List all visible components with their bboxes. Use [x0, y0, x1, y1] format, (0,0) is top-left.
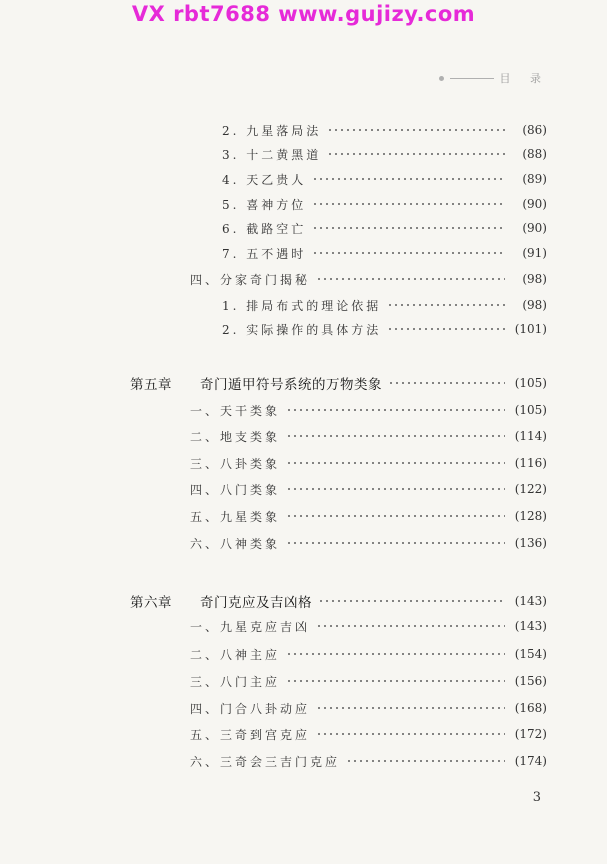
watermark-text: VX rbt7688 www.gujizy.com — [131, 2, 476, 26]
toc-dot-leader — [327, 129, 505, 131]
toc-dot-leader — [312, 227, 505, 229]
toc-entry-label: 3. 十二黄黑道 — [222, 147, 322, 162]
toc-entry-label: 六、八神类象 — [190, 536, 281, 551]
toc-entry-label: 一、天干类象 — [190, 403, 281, 418]
toc-entry-label: 三、八卦类象 — [190, 456, 281, 471]
toc-dot-leader — [346, 760, 505, 762]
toc-entry-label: 二、八神主应 — [190, 647, 281, 662]
toc-entry[interactable] — [190, 270, 547, 288]
page-number: 3 — [532, 790, 541, 805]
toc-entry[interactable] — [190, 645, 547, 663]
toc-dot-leader — [327, 153, 505, 155]
toc-entry-page: (143) — [514, 619, 547, 633]
toc-entry[interactable] — [222, 170, 547, 188]
toc-entry-page: (90) — [522, 221, 547, 235]
toc-entry-page: (89) — [522, 172, 547, 186]
toc-entry[interactable] — [190, 725, 547, 743]
toc-entry-label: 7. 五不遇时 — [222, 246, 307, 261]
toc-chapter-entry[interactable] — [130, 592, 547, 610]
toc-entry-label: 一、九星克应吉凶 — [190, 619, 311, 634]
toc-entry-page: (122) — [514, 482, 547, 496]
toc-dot-leader — [316, 707, 505, 709]
toc-dot-leader — [312, 203, 505, 205]
toc-dot-leader — [286, 462, 505, 464]
toc-chapter-number: 第五章 — [130, 377, 172, 393]
toc-dot-leader — [387, 304, 505, 306]
toc-dot-leader — [286, 542, 505, 544]
toc-entry-page: (128) — [514, 509, 547, 523]
toc-dot-leader — [286, 653, 505, 655]
toc-entry-label: 六、三奇会三吉门克应 — [190, 754, 341, 769]
toc-entry-page: (101) — [514, 322, 547, 336]
toc-entry-label: 4. 天乙贵人 — [222, 172, 307, 187]
toc-entry[interactable] — [190, 752, 547, 770]
toc-entry[interactable] — [190, 401, 547, 419]
toc-entry[interactable] — [190, 672, 547, 690]
toc-entry-page: (116) — [514, 456, 547, 470]
toc-entry[interactable] — [190, 507, 547, 525]
toc-entry[interactable] — [222, 145, 547, 163]
toc-dot-leader — [312, 178, 505, 180]
toc-entry[interactable] — [222, 219, 547, 237]
toc-dot-leader — [286, 680, 505, 682]
toc-entry-label: 五、九星类象 — [190, 509, 281, 524]
toc-entry-label: 2. 九星落局法 — [222, 123, 322, 138]
toc-entry-label: 5. 喜神方位 — [222, 197, 307, 212]
toc-entry-label: 四、分家奇门揭秘 — [190, 272, 311, 287]
toc-entry-page: (98) — [522, 298, 547, 312]
toc-entry-page: (174) — [514, 754, 547, 768]
header-title: 目 录 — [499, 72, 549, 85]
toc-entry-page: (143) — [514, 594, 547, 608]
toc-dot-leader — [286, 515, 505, 517]
toc-entry[interactable] — [190, 427, 547, 445]
toc-dot-leader — [387, 328, 505, 330]
toc-dot-leader — [312, 252, 505, 254]
toc-entry[interactable] — [222, 121, 547, 139]
toc-entry-page: (105) — [514, 376, 547, 390]
toc-entry-page: (105) — [514, 403, 547, 417]
toc-entry-label: 五、三奇到宫克应 — [190, 727, 311, 742]
toc-entry-page: (154) — [514, 647, 547, 661]
toc-entry-page: (156) — [514, 674, 547, 688]
toc-entry-page: (90) — [522, 197, 547, 211]
toc-entry[interactable] — [222, 296, 547, 314]
toc-dot-leader — [316, 733, 505, 735]
toc-entry-label: 1. 排局布式的理论依据 — [222, 298, 382, 313]
toc-entry-label: 三、八门主应 — [190, 674, 281, 689]
toc-entry-label: 6. 截路空亡 — [222, 221, 307, 236]
toc-entry[interactable] — [222, 195, 547, 213]
toc-entry[interactable] — [222, 244, 547, 262]
toc-chapter-entry[interactable] — [130, 374, 547, 392]
toc-entry[interactable] — [190, 480, 547, 498]
toc-entry-page: (98) — [522, 272, 547, 286]
toc-chapter-number: 第六章 — [130, 595, 172, 611]
toc-dot-leader — [286, 488, 505, 490]
toc-entry[interactable] — [190, 534, 547, 552]
toc-entry-label: 奇门遁甲符号系统的万物类象 — [200, 377, 382, 393]
toc-entry-label: 2. 实际操作的具体方法 — [222, 322, 382, 337]
toc-entry-page: (114) — [514, 429, 547, 443]
toc-entry-label: 二、地支类象 — [190, 429, 281, 444]
toc-entry-page: (136) — [514, 536, 547, 550]
toc-entry-page: (91) — [522, 246, 547, 260]
toc-dot-leader — [316, 625, 505, 627]
toc-entry-page: (88) — [522, 147, 547, 161]
toc-entry-page: (168) — [514, 701, 547, 715]
toc-entry[interactable] — [190, 454, 547, 472]
toc-dot-leader — [286, 409, 505, 411]
toc-entry[interactable] — [222, 320, 547, 338]
toc-entry-label: 四、门合八卦动应 — [190, 701, 311, 716]
toc-dot-leader — [388, 382, 505, 384]
toc-entry-page: (86) — [522, 123, 547, 137]
toc-entry[interactable] — [190, 617, 547, 635]
toc-entry-label: 四、八门类象 — [190, 482, 281, 497]
toc-dot-leader — [316, 278, 505, 280]
toc-entry[interactable] — [190, 699, 547, 717]
toc-entry-page: (172) — [514, 727, 547, 741]
toc-entry-label: 奇门克应及吉凶格 — [200, 595, 312, 611]
toc-dot-leader — [318, 600, 505, 602]
toc-dot-leader — [286, 435, 505, 437]
